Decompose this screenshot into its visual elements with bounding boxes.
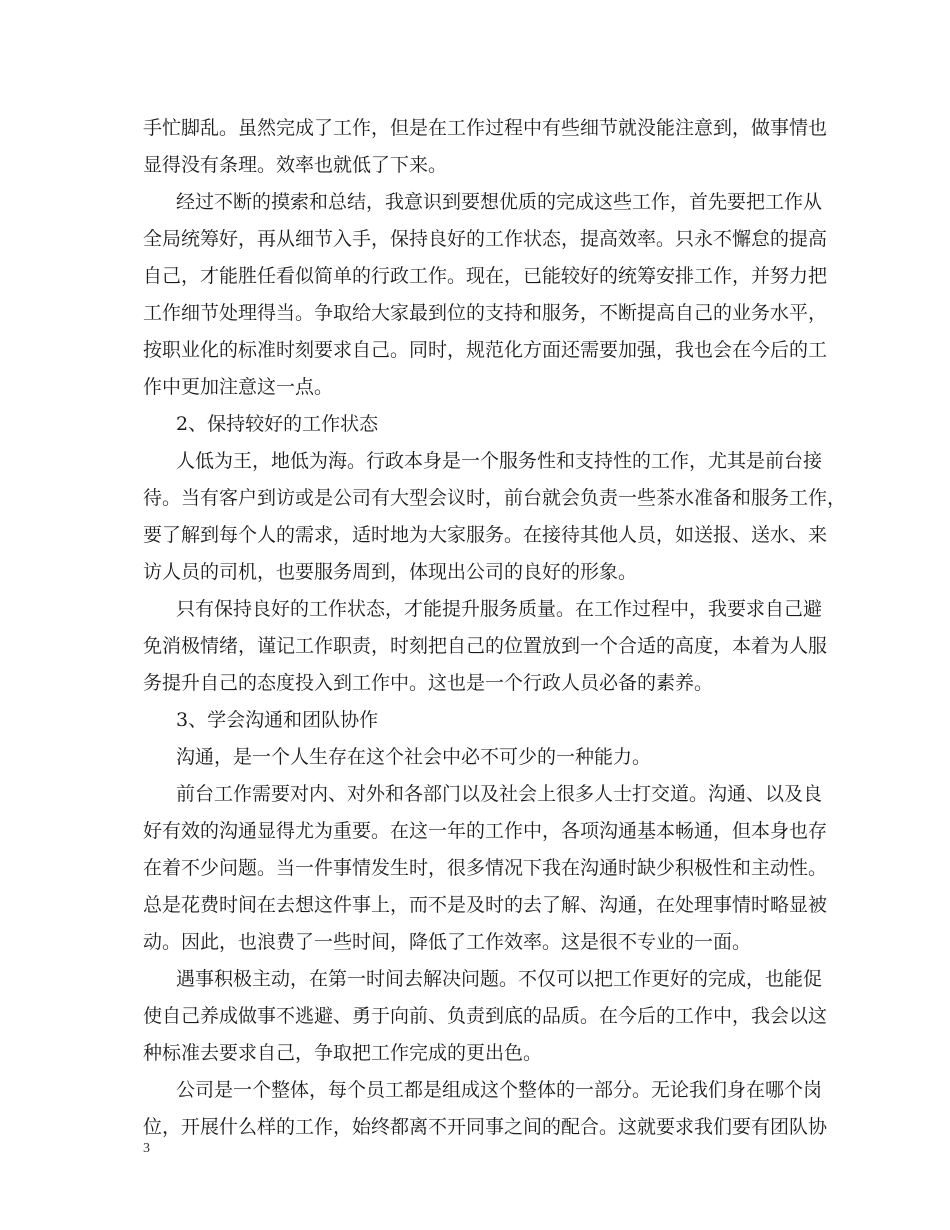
text-line: 访人员的司机，也要服务周到，体现出公司的良好的形象。 [143,561,638,583]
text-line: 手忙脚乱。虽然完成了工作，但是在工作过程中有些细节就没能注意到，做事情也 [143,117,828,139]
text-line: 总是花费时间在去想这件事上，而不是及时的去了解、沟通，在处理事情时略显被 [143,894,828,916]
section-heading: 2、保持较好的工作状态 [176,413,379,435]
text-line: 种标准去要求自己，争取把工作完成的更出色。 [143,1042,543,1064]
text-line: 自己，才能胜任看似简单的行政工作。现在，已能较好的统筹安排工作，并努力把 [143,265,828,287]
page-number: 3 [143,1141,150,1156]
text-line: 要了解到每个人的需求，适时地为大家服务。在接待其他人员，如送报、送水、来 [143,524,828,546]
text-line: 在着不少问题。当一件事情发生时，很多情况下我在沟通时缺少积极性和主动性。 [143,857,828,879]
text-line: 使自己养成做事不逃避、勇于向前、负责到底的品质。在今后的工作中，我会以这 [143,1005,828,1027]
text-line: 务提升自己的态度投入到工作中。这也是一个行政人员必备的素养。 [143,672,714,694]
text-line: 沟通，是一个人生存在这个社会中必不可少的一种能力。 [176,746,652,768]
text-line: 公司是一个整体，每个员工都是组成这个整体的一部分。无论我们身在哪个岗 [176,1079,823,1101]
text-line: 按职业化的标准时刻要求自己。同时，规范化方面还需要加强，我也会在今后的工 [143,339,828,361]
text-line: 经过不断的摸索和总结，我意识到要想优质的完成这些工作，首先要把工作从 [176,191,823,213]
text-line: 只有保持良好的工作状态，才能提升服务质量。在工作过程中，我要求自己避 [176,598,823,620]
text-line: 显得没有条理。效率也就低了下来。 [143,154,448,176]
text-line: 工作细节处理得当。争取给大家最到位的支持和服务，不断提高自己的业务水平， [143,302,828,324]
text-line: 全局统筹好，再从细节入手，保持良好的工作状态，提高效率。只永不懈怠的提高 [143,228,828,250]
text-line: 人低为王，地低为海。行政本身是一个服务性和支持性的工作，尤其是前台接 [176,450,823,472]
text-line: 好有效的沟通显得尤为重要。在这一年的工作中，各项沟通基本畅通，但本身也存 [143,820,828,842]
text-line: 遇事积极主动，在第一时间去解决问题。不仅可以把工作更好的完成，也能促 [176,968,823,990]
text-line: 前台工作需要对内、对外和各部门以及社会上很多人士打交道。沟通、以及良 [176,783,823,805]
text-line: 动。因此，也浪费了一些时间，降低了工作效率。这是很不专业的一面。 [143,931,752,953]
text-line: 免消极情绪，谨记工作职责，时刻把自己的位置放到一个合适的高度，本着为人服 [143,635,828,657]
text-line: 位，开展什么样的工作，始终都离不开同事之间的配合。这就要求我们要有团队协 [143,1116,828,1138]
text-line: 待。当有客户到访或是公司有大型会议时，前台就会负责一些茶水准备和服务工作， [143,487,847,509]
text-line: 作中更加注意这一点。 [143,376,334,398]
section-heading: 3、学会沟通和团队协作 [176,709,379,731]
